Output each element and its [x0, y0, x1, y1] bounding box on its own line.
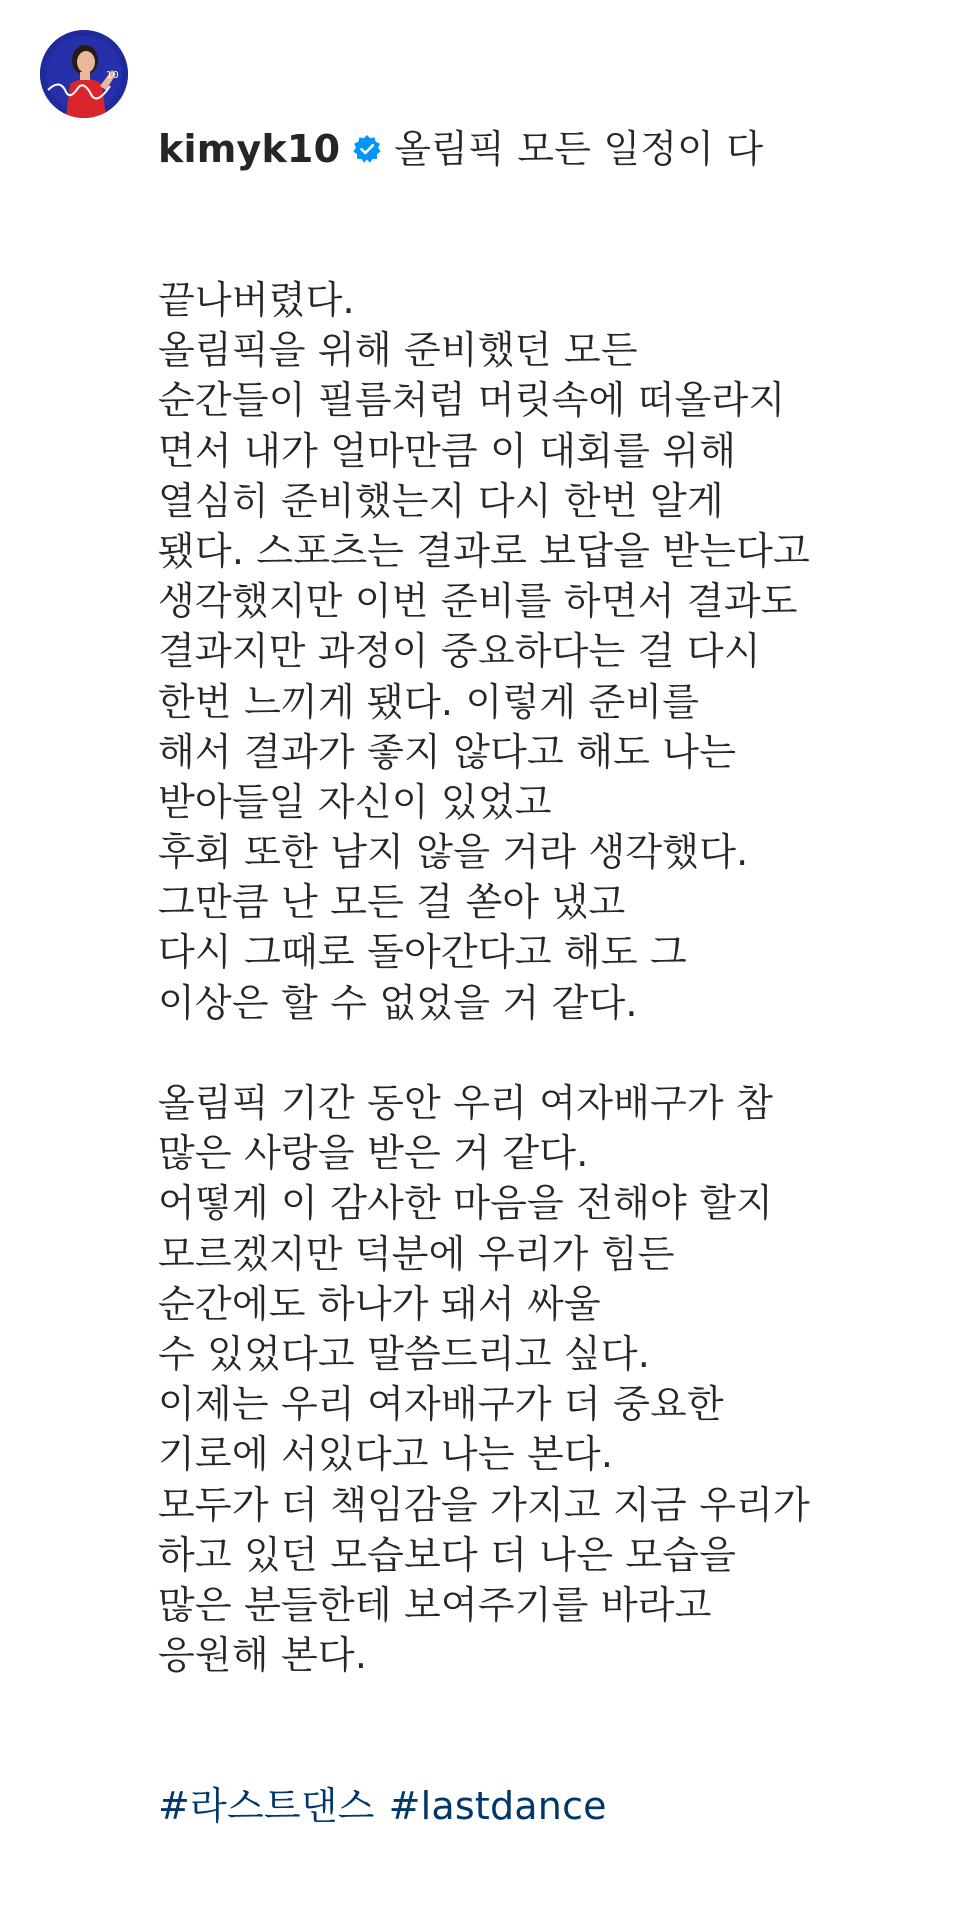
- caption-text-line: 됐다. 스포츠는 결과로 보답을 받는다고: [158, 528, 810, 573]
- caption-header-line: [158, 124, 948, 174]
- caption-text-line: 다시 그때로 돌아간다고 해도 그: [158, 930, 687, 975]
- caption-text-line: 이상은 할 수 없었을 거 같다.: [158, 980, 638, 1025]
- caption-text-line: 많은 사랑을 받은 거 같다.: [158, 1131, 589, 1176]
- caption-text-line: 후회 또한 남지 않을 거라 생각했다.: [158, 830, 749, 875]
- verified-badge-icon: [352, 134, 382, 164]
- caption-text-line: 순간에도 하나가 돼서 싸울: [158, 1281, 601, 1326]
- caption-text-line: 그만큼 난 모든 걸 쏟아 냈고: [158, 880, 626, 925]
- hashtag-row: [158, 1781, 948, 1831]
- caption-text-line: 많은 분들한테 보여주기를 바라고: [158, 1582, 712, 1627]
- caption-text-line: 올림픽을 위해 준비했던 모든: [158, 328, 638, 373]
- caption-text-line: 받아들일 자신이 있었고: [158, 779, 552, 824]
- hashtag-link[interactable]: #라스트댄스: [158, 1783, 375, 1828]
- caption-text-line: 결과지만 과정이 중요하다는 걸 다시: [158, 629, 761, 674]
- caption-text-line: 순간들이 필름처럼 머릿속에 떠올라지: [158, 378, 786, 423]
- caption-text-first-line: 올림픽 모든 일정이 다: [394, 127, 764, 172]
- caption-paragraph-break: [158, 1028, 948, 1078]
- username-link[interactable]: kimyk10: [158, 127, 341, 172]
- caption-text-line: 생각했지만 이번 준비를 하면서 결과도: [158, 579, 798, 624]
- caption-text-line: 응원해 본다.: [158, 1633, 368, 1678]
- caption-text-line: 열심히 준비했는지 다시 한번 알게: [158, 478, 724, 523]
- caption-text-line: 어떻게 이 감사한 마음을 전해야 할지: [158, 1181, 774, 1226]
- caption-text-line: 올림픽 기간 동안 우리 여자배구가 참: [158, 1081, 774, 1125]
- caption: [158, 24, 948, 1931]
- caption-text-line: 한번 느끼게 됐다. 이렇게 준비를: [158, 679, 700, 724]
- hashtag-link[interactable]: #lastdance: [388, 1783, 607, 1828]
- caption-text-line: 모르겠지만 덕분에 우리가 힘든: [158, 1231, 675, 1276]
- caption-text-line: 이제는 우리 여자배구가 더 중요한: [158, 1382, 724, 1427]
- caption-text-line: 하고 있던 모습보다 더 나은 모습을: [158, 1532, 737, 1577]
- caption-text-line: 기로에 서있다고 나는 본다.: [158, 1432, 614, 1477]
- caption-text-line: 면서 내가 얼마만큼 이 대회를 위해: [158, 428, 737, 473]
- caption-text-line: 해서 결과가 좋지 않다고 해도 나는: [158, 729, 737, 774]
- avatar-image: [40, 30, 128, 118]
- svg-text:10: 10: [106, 70, 119, 81]
- caption-body: [158, 275, 948, 1680]
- caption-text-line: 끝나버렸다.: [158, 278, 355, 322]
- caption-text-line: 모두가 더 책임감을 가지고 지금 우리가: [158, 1482, 810, 1527]
- caption-text-line: 수 있었다고 말씀드리고 싶다.: [158, 1331, 651, 1376]
- profile-avatar[interactable]: [40, 30, 128, 118]
